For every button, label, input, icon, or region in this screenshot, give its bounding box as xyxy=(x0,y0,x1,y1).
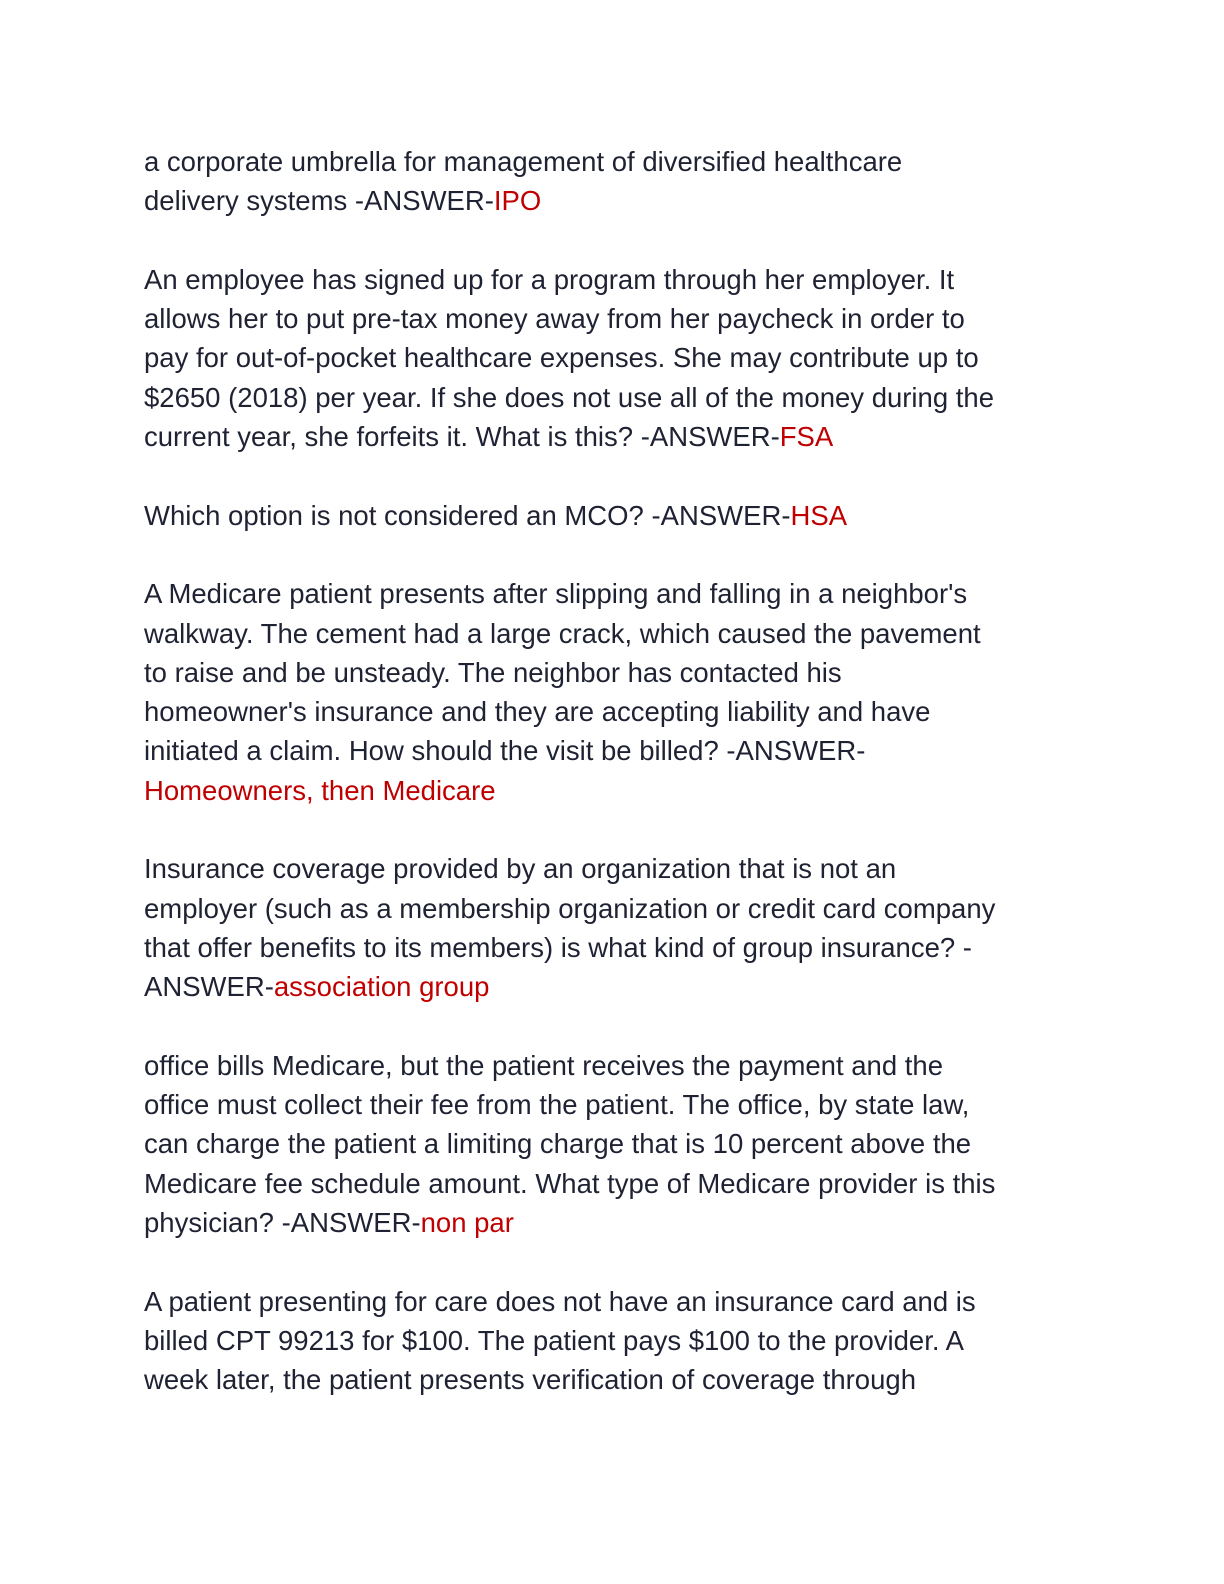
text-line xyxy=(144,378,1084,417)
qa-item xyxy=(144,1046,1084,1242)
question-text: that offer benefits to its members) is what kind of group insurance? - xyxy=(144,931,972,963)
answer-text: IPO xyxy=(493,185,542,217)
question-text: week later, the patient presents verification of coverage through xyxy=(144,1364,916,1396)
qa-item xyxy=(144,496,1084,535)
question-text: walkway. The cement had a large crack, which caused the pavement xyxy=(144,617,981,649)
text-line xyxy=(144,967,1084,1006)
question-text: $2650 (2018) per year. If she does not use all of the money during the xyxy=(144,381,995,413)
question-text: current year, she forfeits it. What is this? -ANSWER- xyxy=(144,421,780,453)
text-line xyxy=(144,299,1084,338)
qa-item xyxy=(144,260,1084,456)
question-text: allows her to put pre-tax money away from her paycheck in order to xyxy=(144,303,965,335)
question-text: office must collect their fee from the patient. The office, by state law, xyxy=(144,1089,970,1121)
question-text: pay for out-of-pocket healthcare expenses. She may contribute up to xyxy=(144,342,979,374)
document-page xyxy=(144,142,1084,1439)
question-text: physician? -ANSWER- xyxy=(144,1207,421,1239)
text-line xyxy=(144,692,1084,731)
text-line xyxy=(144,417,1084,456)
question-text: initiated a claim. How should the visit be billed? -ANSWER- xyxy=(144,735,866,767)
question-text: can charge the patient a limiting charge that is 10 percent above the xyxy=(144,1128,972,1160)
text-line xyxy=(144,260,1084,299)
question-text: homeowner's insurance and they are accepting liability and have xyxy=(144,696,931,728)
text-line xyxy=(144,1164,1084,1203)
text-line xyxy=(144,653,1084,692)
question-text: ANSWER- xyxy=(144,971,274,1003)
qa-item xyxy=(144,574,1084,810)
text-line xyxy=(144,1282,1084,1321)
text-line xyxy=(144,1124,1084,1163)
text-line xyxy=(144,142,1084,181)
text-line xyxy=(144,1085,1084,1124)
text-line xyxy=(144,928,1084,967)
qa-item xyxy=(144,1282,1084,1400)
text-line xyxy=(144,1360,1084,1399)
text-line xyxy=(144,338,1084,377)
answer-text: Homeowners, then Medicare xyxy=(144,774,496,806)
question-text: A Medicare patient presents after slipping and falling in a neighbor's xyxy=(144,578,968,610)
answer-text: FSA xyxy=(779,421,834,453)
text-line xyxy=(144,889,1084,928)
question-text: billed CPT 99213 for $100. The patient pays $100 to the provider. A xyxy=(144,1324,964,1356)
text-line xyxy=(144,614,1084,653)
text-line xyxy=(144,496,1084,535)
qa-item xyxy=(144,849,1084,1006)
question-text: office bills Medicare, but the patient receives the payment and the xyxy=(144,1049,943,1081)
text-line xyxy=(144,771,1084,810)
question-text: delivery systems -ANSWER- xyxy=(144,185,494,217)
answer-text: HSA xyxy=(790,499,848,531)
text-line xyxy=(144,1321,1084,1360)
text-line xyxy=(144,574,1084,613)
question-text: A patient presenting for care does not have an insurance card and is xyxy=(144,1285,976,1317)
text-line xyxy=(144,1203,1084,1242)
text-line xyxy=(144,1046,1084,1085)
text-line xyxy=(144,731,1084,770)
answer-text: association group xyxy=(273,971,490,1003)
text-line xyxy=(144,849,1084,888)
question-text: Which option is not considered an MCO? -ANSWER- xyxy=(144,499,791,531)
question-text: Insurance coverage provided by an organization that is not an xyxy=(144,853,897,885)
question-text: employer (such as a membership organization or credit card company xyxy=(144,892,996,924)
question-text: Medicare fee schedule amount. What type of Medicare provider is this xyxy=(144,1167,996,1199)
question-text: An employee has signed up for a program through her employer. It xyxy=(144,263,955,295)
text-line xyxy=(144,181,1084,220)
question-text: to raise and be unsteady. The neighbor has contacted his xyxy=(144,656,842,688)
answer-text: non par xyxy=(420,1207,514,1239)
question-text: a corporate umbrella for management of diversified healthcare xyxy=(144,146,903,177)
qa-item xyxy=(144,142,1084,221)
